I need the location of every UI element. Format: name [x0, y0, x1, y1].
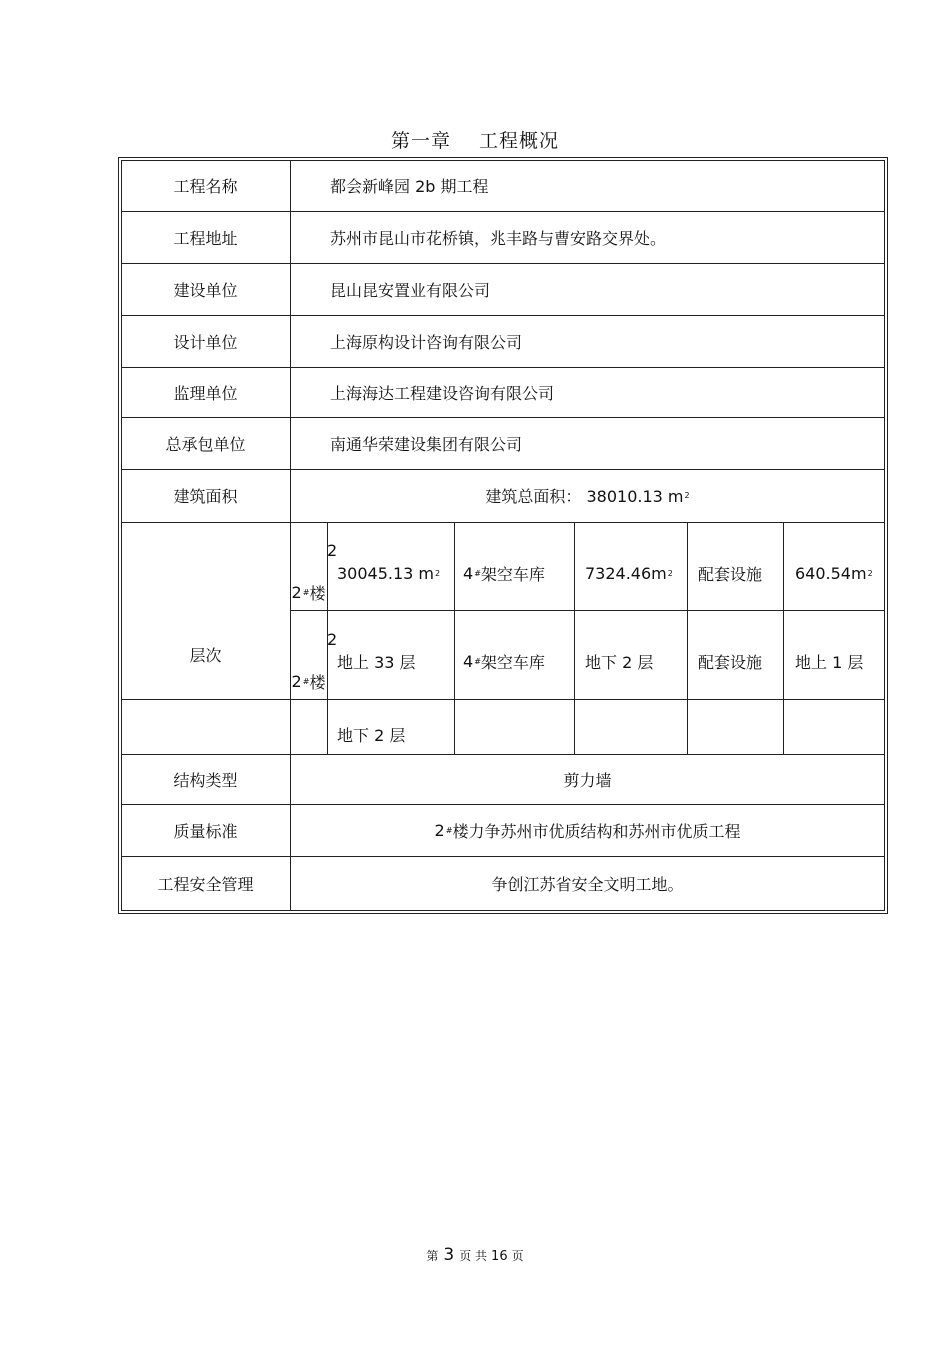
value-project-name: 都会新峰园 2b 期工程: [330, 177, 489, 196]
label-area: 建筑面积: [173, 487, 238, 506]
value-quality: 2 # 楼力争苏州市优质结构和苏州市优质工程: [434, 820, 741, 841]
label-developer: 建设单位: [173, 280, 238, 300]
footer-total-pages: 16: [491, 1249, 508, 1264]
value-developer: 昆山昆安置业有限公司: [330, 280, 491, 300]
footer-prefix: 第: [426, 1249, 439, 1263]
floors-facility-value: 地上 1 层: [795, 652, 864, 672]
value-designer: 上海原构设计咨询有限公司: [330, 332, 523, 352]
floors-building-value: 地上 33 层: [337, 652, 416, 672]
total-area-text: 建筑总面积： 38010.13 m: [485, 487, 684, 506]
label-designer: 设计单位: [173, 332, 238, 352]
label-contractor: 总承包单位: [165, 434, 246, 454]
project-overview-table: [118, 157, 888, 914]
label-supervisor: 监理单位: [173, 383, 238, 403]
area-facility-value: 640.54m 2: [795, 563, 873, 583]
floors-marker: 2: [327, 630, 338, 649]
footer-page-number: 3: [443, 1245, 455, 1265]
floors-garage-value: 地下 2 层: [585, 652, 654, 672]
total-area-unit-sup: 2: [684, 491, 690, 500]
value-safety: 争创江苏省安全文明工地。: [491, 875, 684, 894]
value-supervisor: 上海海达工程建设咨询有限公司: [330, 383, 555, 403]
value-contractor: 南通华荣建设集团有限公司: [330, 434, 523, 454]
chapter-number: 第一章: [390, 130, 451, 152]
footer-suffix: 页: [511, 1249, 524, 1263]
label-safety: 工程安全管理: [157, 875, 254, 894]
chapter-title: [0, 126, 950, 153]
label-quality: 质量标准: [173, 821, 238, 841]
footer-mid: 页 共: [459, 1249, 488, 1263]
label-address: 工程地址: [173, 228, 238, 248]
label-project-name: 工程名称: [173, 177, 238, 196]
floors-building-basement: 地下 2 层: [337, 725, 406, 745]
value-structure: 剪力墙: [563, 770, 612, 790]
floors-garage-name: 4 # 架空车库: [463, 651, 545, 672]
area-facility-name: 配套设施: [698, 564, 763, 584]
area-building-name: 2 # 楼: [291, 582, 326, 603]
value-address: 苏州市昆山市花桥镇，兆丰路与曹安路交界处。: [330, 228, 667, 248]
area-marker: 2: [327, 541, 338, 560]
page-footer: [0, 1245, 950, 1265]
area-garage-value: 7324.46m 2: [585, 563, 673, 583]
chapter-heading: 工程概况: [479, 130, 560, 152]
label-floors: 层次: [189, 646, 222, 665]
area-garage-name: 4 # 架空车库: [463, 563, 545, 584]
floors-facility-name: 配套设施: [698, 652, 763, 672]
floors-building-name: 2 # 楼: [291, 671, 326, 692]
value-total-area: [290, 469, 885, 522]
label-structure: 结构类型: [173, 770, 238, 790]
area-building-value: 30045.13 m 2: [337, 563, 441, 583]
